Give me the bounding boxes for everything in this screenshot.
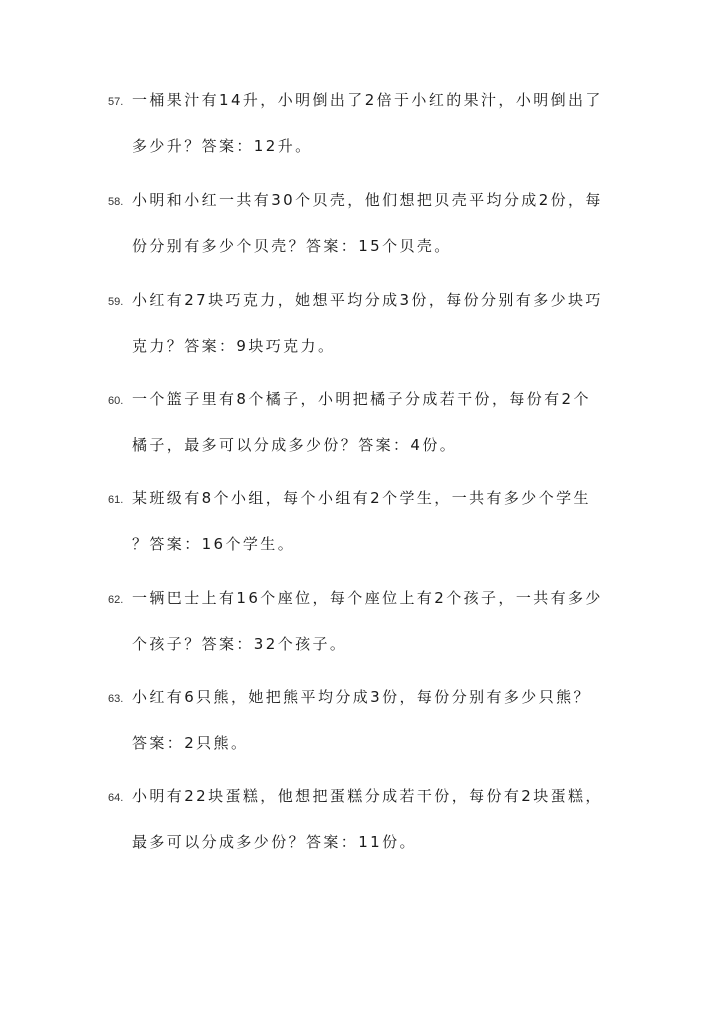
problem-text-line-1: 小明有22块蛋糕，他想把蛋糕分成若干份，每份有2块蛋糕，	[132, 787, 603, 805]
problem-text-line-1: 一辆巴士上有16个座位，每个座位上有2个孩子，一共有多少	[132, 589, 603, 607]
problem-text-line-2: 份分别有多少个贝壳？答案：15个贝壳。	[132, 237, 452, 255]
problem-number: 61.	[108, 494, 124, 506]
problem-text-line-1: 一桶果汁有14升，小明倒出了2倍于小红的果汁，小明倒出了	[132, 91, 603, 109]
problem-text-line-2: 答案：2只熊。	[132, 734, 249, 752]
problem-number: 59.	[108, 296, 124, 308]
problem-number: 64.	[108, 792, 124, 804]
problem-text-line-2: 最多可以分成多少份？答案：11份。	[132, 833, 417, 851]
problem-text-line-2: 个孩子？答案：32个孩子。	[132, 635, 348, 653]
problem-number: 63.	[108, 693, 124, 705]
problem-number: 57.	[108, 96, 124, 108]
problem-text-line-1: 小红有6只熊，她把熊平均分成3份，每份分别有多少只熊？	[132, 688, 591, 706]
problem-number: 58.	[108, 196, 124, 208]
problem-text-line-1: 小明和小红一共有30个贝壳，他们想把贝壳平均分成2份，每	[132, 191, 603, 209]
problem-text-line-2: ？答案：16个学生。	[132, 535, 296, 553]
problem-text-line-2: 多少升？答案：12升。	[132, 137, 313, 155]
problem-number: 60.	[108, 395, 124, 407]
problem-text-line-2: 橘子，最多可以分成多少份？答案：4份。	[132, 436, 458, 454]
problem-text-line-2: 克力？答案：9块巧克力。	[132, 337, 336, 355]
problem-text-line-1: 一个篮子里有8个橘子，小明把橘子分成若干份，每份有2个	[132, 390, 591, 408]
problem-text-line-1: 某班级有8个小组，每个小组有2个学生，一共有多少个学生	[132, 489, 591, 507]
problem-text-line-1: 小红有27块巧克力，她想平均分成3份，每份分别有多少块巧	[132, 291, 603, 309]
problem-number: 62.	[108, 594, 124, 606]
